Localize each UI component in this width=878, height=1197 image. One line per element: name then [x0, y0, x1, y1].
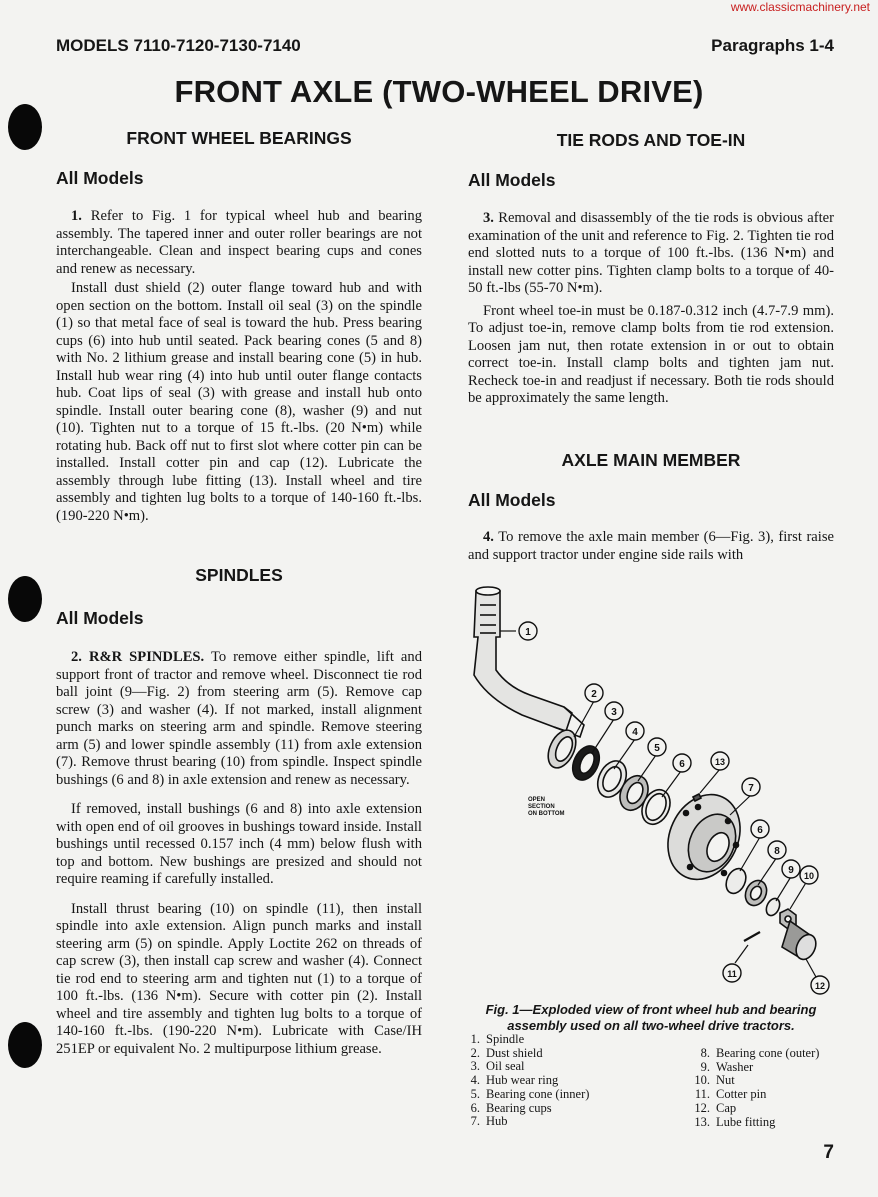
exploded-view-figure — [460, 575, 840, 1000]
figure-legend-right — [692, 1047, 819, 1129]
page-title: FRONT AXLE (TWO-WHEEL DRIVE) — [174, 74, 704, 109]
paragraph-3b: Front wheel toe-in must be 0.187-0.312 inch (4.7-7.9 mm). To adjust toe-in, remove clamp bolts from tie rod extension. Loosen jam nut, then rotate extension in or out to obtain correct toe-in. Install clamp bolts and tighten jam nut. Recheck toe-in and readjust if necessary. Both tie rods should be approximately the same length. — [468, 302, 834, 406]
section-heading-spindles: SPINDLES — [195, 565, 283, 585]
binder-hole — [8, 576, 42, 622]
paragraph-number: 1. — [71, 208, 82, 224]
callout-9: 9 — [788, 865, 794, 876]
legend-item: 12. Cap — [694, 1100, 737, 1115]
paragraph-2c: Install thrust bearing (10) on spindle (11), then install spindle into axle extension. Align punch marks and install steering arm (5) on spindle. Apply Loctite 262 on threads of cap screw (3), then install cap screw and washer (4). Connect tie rod end to steering arm and tighten nut (1) to a torque of 100 ft.-lbs. (136 N•m). Secure with cotter pin (2). Install wheel and tire assembly and tighten lug bolts to a torque of 140-160 ft.-lbs. (190-220 N•m). Lubricate with Case/IH 251EP or equivalent No. 2 multipurpose lithium grease. — [56, 900, 422, 1057]
caption-line-2: assembly used on all two-wheel drive tractors. — [507, 1017, 795, 1033]
legend-item: 6. Bearing cups — [470, 1100, 552, 1115]
paragraph-3 — [468, 210, 834, 298]
callout-8: 8 — [774, 846, 780, 857]
paragraph-1 — [56, 208, 422, 278]
legend-item: 7. Hub — [470, 1114, 508, 1129]
callout-1: 1 — [525, 627, 531, 638]
paragraph-3-block — [468, 210, 834, 408]
legend-item: 10. Nut — [694, 1073, 735, 1088]
legend-item: 4. Hub wear ring — [470, 1073, 559, 1088]
binder-hole — [8, 1022, 42, 1068]
paragraph-2b: If removed, install bushings (6 and 8) into axle extension with open end of oil grooves in bushings toward inside. Install bushings until recessed 0.157 inch (4 mm) below flush with top and bottom. New bushings are presized and should not require reaming if carefully installed. — [56, 801, 422, 887]
paragraph-1-block — [56, 208, 422, 525]
section-heading-front-wheel-bearings: FRONT WHEEL BEARINGS — [126, 128, 352, 148]
cap-drawing — [782, 921, 820, 963]
spindle-drawing — [474, 587, 584, 737]
subheading-all-models: All Models — [56, 168, 144, 188]
header-models: MODELS 7110-7120-7130-7140 — [56, 36, 301, 55]
section-heading-tie-rods: TIE RODS AND TOE-IN — [556, 130, 746, 150]
paragraph-4-block — [468, 529, 834, 564]
subheading-all-models: All Models — [468, 170, 556, 190]
callout-2: 2 — [591, 689, 597, 700]
legend-item: 13. Lube fitting — [694, 1114, 776, 1129]
callout-13: 13 — [714, 757, 726, 767]
subheading-all-models: All Models — [468, 490, 556, 510]
caption-line-1: Fig. 1—Exploded view of front wheel hub and bearing — [485, 1002, 817, 1017]
legend-item: 3. Oil seal — [470, 1059, 525, 1074]
callout-3: 3 — [611, 707, 617, 718]
figure-legend-left — [462, 1033, 589, 1129]
paragraph-2-block — [56, 649, 422, 1058]
paragraph-1b: Install dust shield (2) outer flange toward hub and with open section on the bottom. Install oil seal (3) on the spindle (1) so that metal face of seal is toward the hub. Press bearing cups (6) into hub until seated. Pack bearing cones (5 and 8) with No. 2 lithium grease and install bearing cone (5) in hub. Install hub wear ring (4) into hub until outer flange contacts hub. Coat lips of seal (3) with grease and install hub onto spindle. Install outer bearing cone (8), washer (9) and nut (10). Tighten nut to a torque of 15 ft.-lbs. (20 N•m) while rotating hub. Back off nut to first slot where cotter pin can be installed. Install cotter pin and cap (12). Lubricate the assembly through lube fitting (13). Install wheel and tire assembly and tighten lug bolts to a torque of 140-160 ft.-lbs. (190-220 N•m). — [56, 280, 422, 524]
callout-6: 6 — [679, 759, 685, 770]
callout-5: 5 — [654, 743, 660, 754]
legend-item: 5. Bearing cone (inner) — [470, 1086, 590, 1101]
header-paragraphs: Paragraphs 1-4 — [711, 36, 834, 55]
callout-6b: 6 — [757, 825, 763, 836]
paragraph-2 — [56, 649, 422, 789]
callout-10: 10 — [803, 871, 815, 881]
note-open: OPEN — [528, 797, 546, 803]
paragraph-text: Refer to Fig. 1 for typical wheel hub and bearing assembly. The tapered inner and outer roller bearings are not interchangeable. Clean and inspect bearing cups and cones and renew as necessary. — [56, 208, 422, 277]
callout-12: 12 — [814, 981, 826, 991]
watermark[interactable]: www.classicmachinery.net — [730, 0, 870, 14]
subheading-all-models: All Models — [56, 608, 144, 628]
note-section: SECTION — [528, 804, 555, 810]
page-number: 7 — [823, 1142, 834, 1163]
legend-item: 1. Spindle — [470, 1032, 525, 1046]
legend-item: 9. Washer — [700, 1059, 754, 1074]
paragraph-text: To remove either spindle, lift and support front of tractor and remove wheel. Disconnect tie rod ball joint (9—Fig. 2) from steering arm (5). Remove cap screw (3) and washer (4). If not marked, install alignment punch marks on steering arm and spindle. Remove steering arm (5) and lower spindle assembly (11) from axle extension (7). Remove thrust bearing (10) from spindle. Inspect spindle bushings (6 and 8) in axle extension and renew as necessary. — [56, 649, 422, 788]
legend-item: 2. Dust shield — [470, 1045, 543, 1060]
callout-7: 7 — [748, 783, 754, 794]
section-heading-axle-main-member: AXLE MAIN MEMBER — [561, 450, 741, 470]
paragraph-number: 4. — [483, 529, 494, 545]
binder-hole — [8, 104, 42, 150]
paragraph-4 — [468, 529, 834, 564]
cotter-pin-drawing — [744, 932, 760, 941]
paragraph-lead: 2. R&R SPINDLES. — [71, 649, 205, 665]
paragraph-text: Removal and disassembly of the tie rods is obvious after examination of the unit and reference to Fig. 2. Tighten tie rod end slotted nuts to a torque of 100 ft.-lbs. (136 N•m) and install new cotter pins. Tighten clamp bolts to a torque of 40-50 ft.-lbs (55-70 N•m). — [468, 210, 835, 296]
note-on-bottom: ON BOTTOM — [528, 811, 565, 817]
legend-item: 11. Cotter pin — [694, 1087, 767, 1102]
callout-11: 11 — [727, 969, 737, 979]
paragraph-number: 3. — [483, 210, 494, 226]
paragraph-text: To remove the axle main member (6—Fig. 3), first raise and support tractor under engine side rails with — [468, 529, 834, 563]
figure-caption — [462, 1002, 840, 1033]
legend-item: 8. Bearing cone (outer) — [700, 1046, 820, 1060]
callout-4: 4 — [632, 727, 638, 738]
